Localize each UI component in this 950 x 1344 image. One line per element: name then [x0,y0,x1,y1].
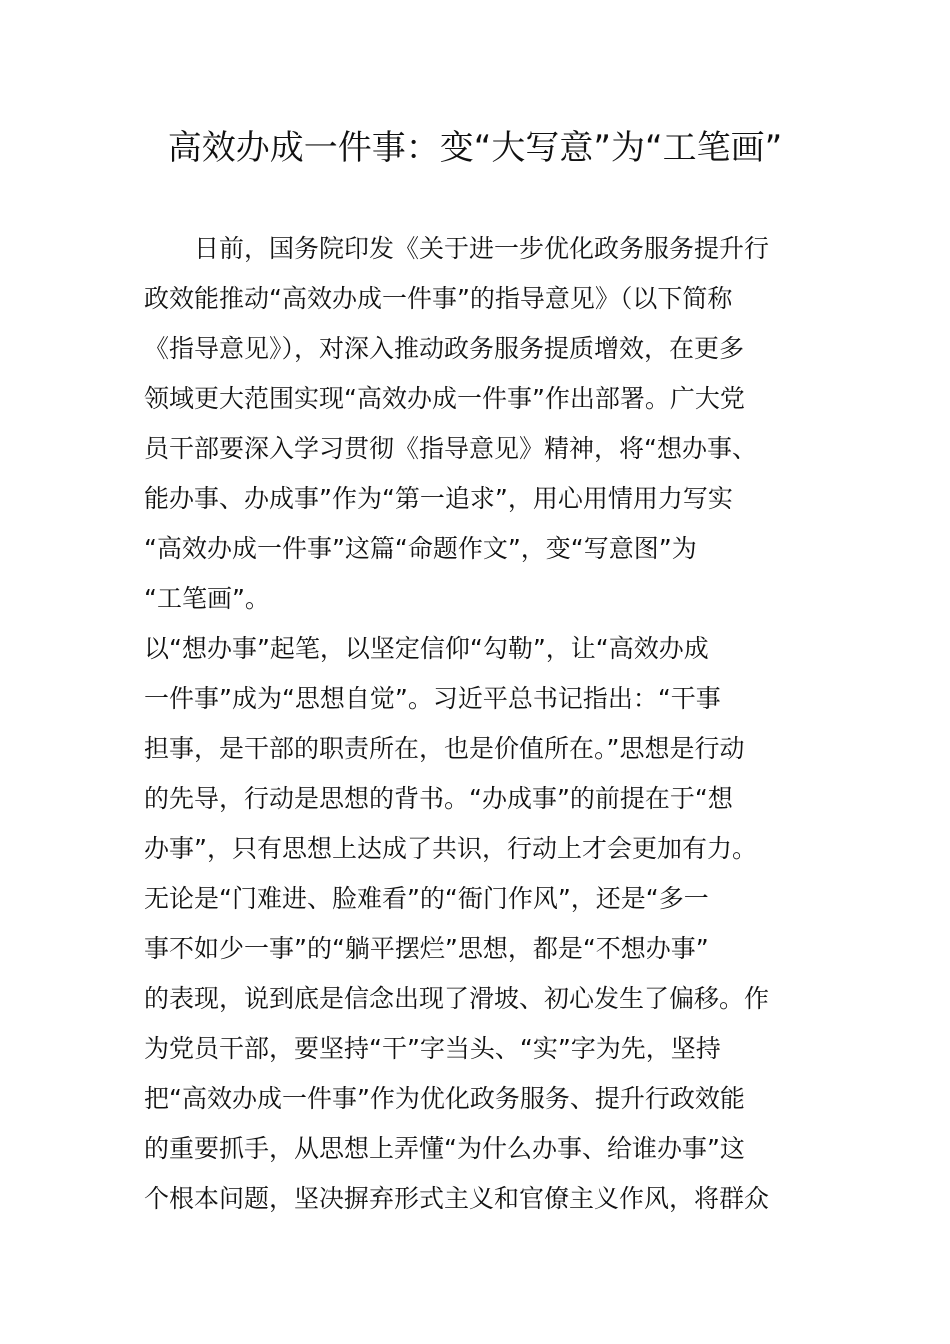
body-line: 的重要抓手，从思想上弄懂“为什么办事、给谁办事”这 [144,1134,745,1163]
document-title: 高效办成一件事：变“大写意”为“工笔画” [167,128,783,168]
body-line: 无论是“门难进、脸难看”的“衙门作风”，还是“多一 [144,884,709,913]
body-line: 把“高效办成一件事”作为优化政务服务、提升行政效能 [144,1084,745,1113]
body-line: “工笔画”。 [144,584,270,613]
body-line: 政效能推动“高效办成一件事”的指导意见》（以下简称 [144,284,733,313]
body-line: 的先导，行动是思想的背书。“办成事”的前提在于“想 [144,784,733,813]
body-line: 事不如少一事”的“躺平摆烂”思想，都是“不想办事” [144,934,709,963]
body-line: 一件事”成为“思想自觉”。习近平总书记指出：“干事 [144,684,721,713]
body-line: 以“想办事”起笔，以坚定信仰“勾勒”，让“高效办成 [144,634,709,663]
body-line: 的表现，说到底是信念出现了滑坡、初心发生了偏移。作 [144,984,770,1013]
body-line: 《指导意见》），对深入推动政务服务提质增效，在更多 [144,334,745,363]
body-line: 办事”，只有思想上达成了共识，行动上才会更加有力。 [144,834,757,863]
body-line: 个根本问题，坚决摒弃形式主义和官僚主义作风，将群众 [144,1184,770,1213]
body-line: 担事，是干部的职责所在，也是价值所在。”思想是行动 [144,734,745,763]
body-line: 能办事、办成事”作为“第一追求”，用心用情用力写实 [144,484,733,513]
body-line: 为党员干部，要坚持“干”字当头、“实”字为先，坚持 [144,1034,721,1063]
body-line: 日前，国务院印发《关于进一步优化政务服务提升行 [144,234,770,263]
body-line: 领域更大范围实现“高效办成一件事”作出部署。广大党 [144,384,745,413]
body-line: “高效办成一件事”这篇“命题作文”，变“写意图”为 [144,534,697,563]
body-line: 员干部要深入学习贯彻《指导意见》精神，将“想办事、 [144,434,757,463]
